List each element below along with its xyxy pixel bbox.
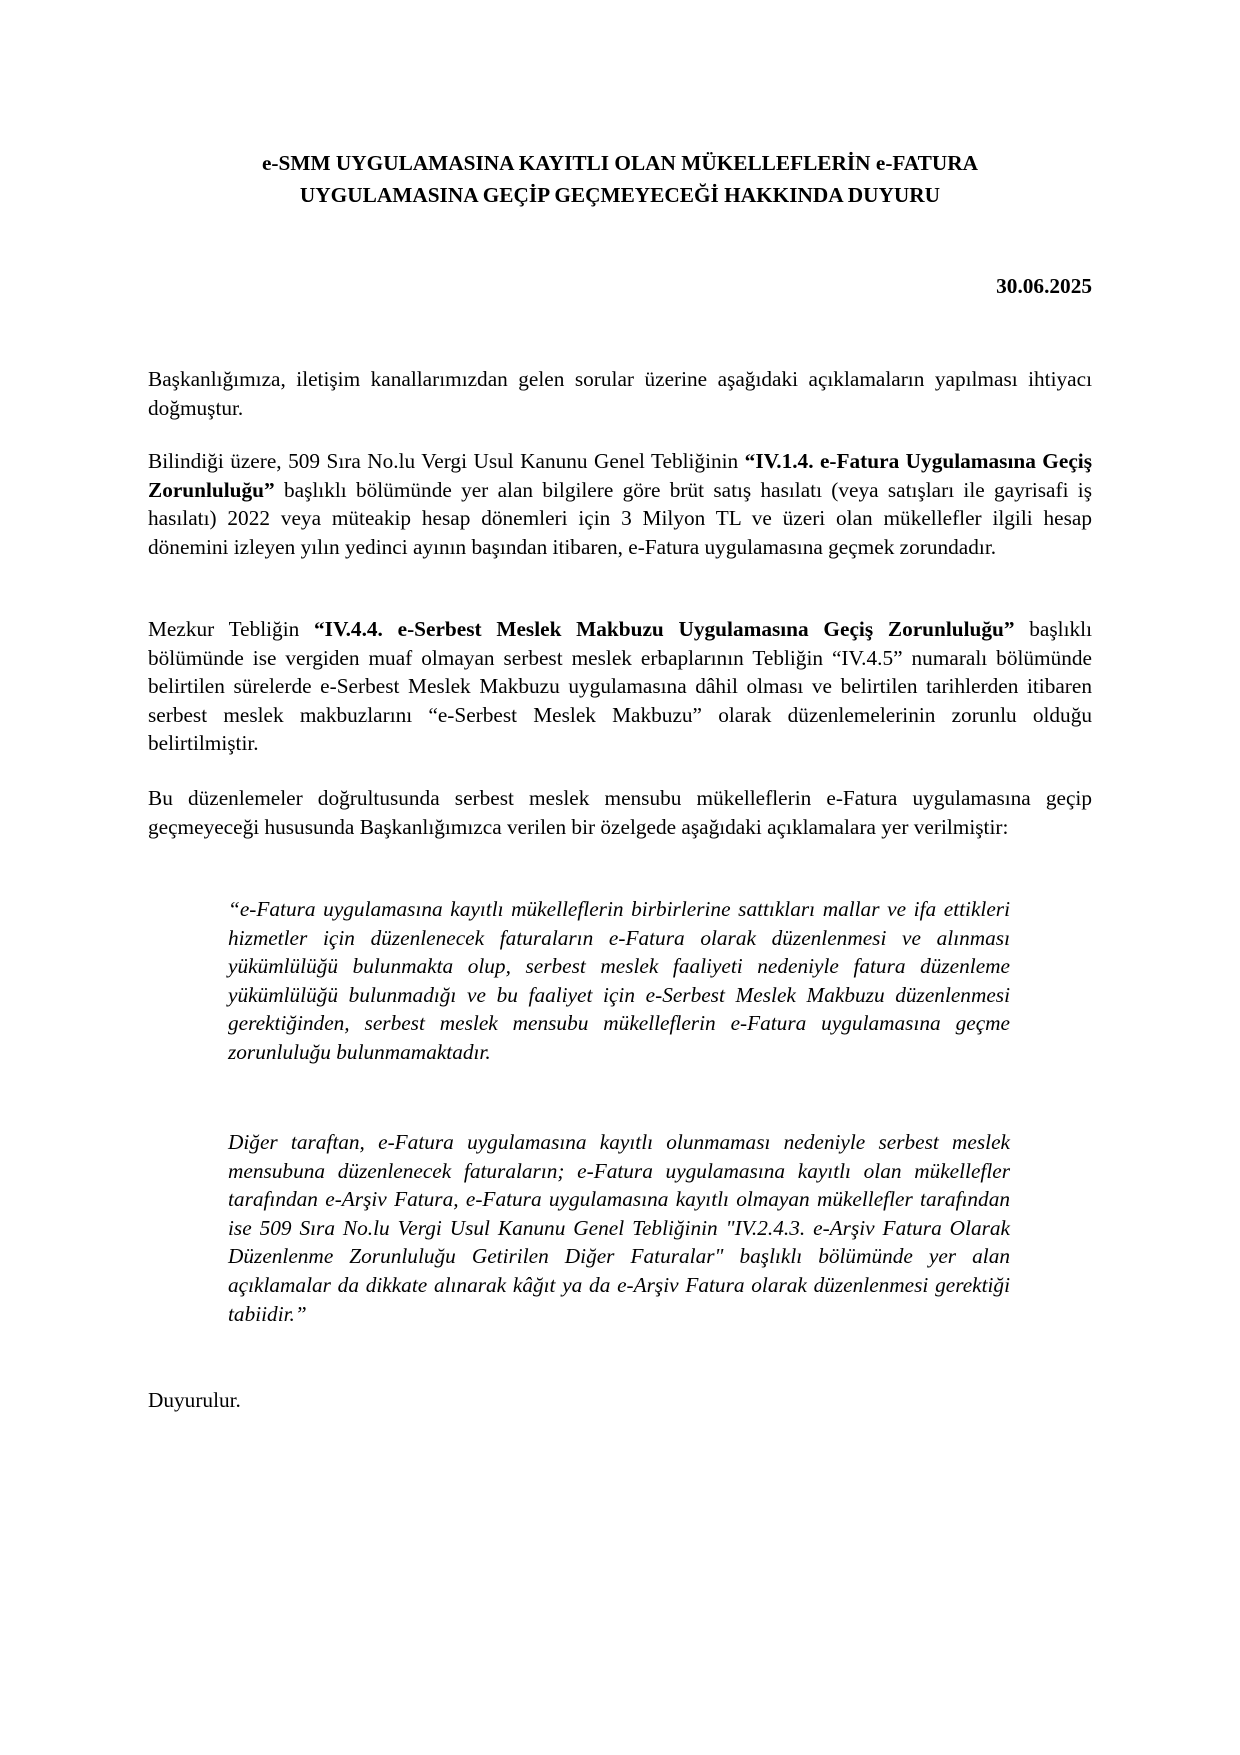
paragraph-text: Mezkur Tebliğin bbox=[148, 617, 315, 641]
paragraph-text: Bilindiği üzere, 509 Sıra No.lu Vergi Usul Kanunu Genel Tebliğinin bbox=[148, 449, 745, 473]
title-line-1: e-SMM UYGULAMASINA KAYITLI OLAN MÜKELLEFLERİN e-FATURA bbox=[261, 151, 979, 175]
section-reference: “IV.4.4. e-Serbest Meslek Makbuzu Uygulamasına Geçiş Zorunluluğu” bbox=[314, 617, 1015, 641]
closing-text: Duyurulur. bbox=[148, 1388, 241, 1412]
paragraph-ruling-intro: Bu düzenlemeler doğrultusunda serbest meslek mensubu mükelleflerin e-Fatura uygulamasına geçip geçmeyeceği hususunda Başkanlığımızca verilen bir özelgede aşağıdaki açıklamalara yer verilmiştir: bbox=[148, 786, 1092, 839]
paragraph-text: başlıklı bölümünde yer alan bilgilere göre brüt satış hasılatı (veya satışları ile gayrisafi iş hasılatı) 2022 veya müteakip hesap dönemleri için 3 Milyon TL ve üzeri olan mükellefler ilgili hesap dönemini izleyen yılın yedinci ayının başından itibaren, e-Fatura uygulamasına geçmek zorundadır. bbox=[148, 477, 1092, 559]
document-date: 30.06.2025 bbox=[996, 274, 1092, 298]
quote-paragraph-1: “e-Fatura uygulamasına kayıtlı mükelleflerin birbirlerine sattıkları mallar ve ifa ettikleri hizmetler için düzenlenecek faturaların e-Fatura olarak düzenlenmesi ve alınması yükümlülüğü bulunmakta olup, serbest meslek faaliyeti nedeniyle fatura düzenleme yükümlülüğü bulunmadığı ve bu faaliyet için e-Serbest Meslek Makbuzu düzenlenmesi gerektiğinden, serbest meslek mensubu mükelleflerin e-Fatura uygulamasına geçme zorunluluğu bulunmamaktadır. bbox=[228, 897, 1010, 1064]
document-title bbox=[148, 147, 1092, 211]
paragraph-text: başlıklı bölümünde ise vergiden muaf olmayan serbest meslek erbaplarının Tebliğin “IV.4.5” numaralı bölümünde belirtilen sürelerde e-Serbest Meslek Makbuzu uygulamasına dâhil olması ve belirtilen tarihlerden itibaren serbest meslek makbuzlarını “e-Serbest Meslek Makbuzu” olarak düzenlemelerinin zorunlu olduğu belirtilmiştir. bbox=[148, 617, 1092, 756]
paragraph-intro: Başkanlığımıza, iletişim kanallarımızdan gelen sorular üzerine aşağıdaki açıklamaların yapılması ihtiyacı doğmuştur. bbox=[148, 367, 1092, 420]
title-line-2: UYGULAMASINA GEÇİP GEÇMEYECEĞİ HAKKINDA DUYURU bbox=[299, 183, 941, 207]
quote-paragraph-2: Diğer taraftan, e-Fatura uygulamasına kayıtlı olunmaması nedeniyle serbest meslek mensubuna düzenlenecek faturaların; e-Fatura uygulamasına kayıtlı olan mükellefler tarafından e-Arşiv Fatura, e-Fatura uygulamasına kayıtlı olmayan mükellefler tarafından ise 509 Sıra No.lu Vergi Usul Kanunu Genel Tebliğinin "IV.2.4.3. e-Arşiv Fatura Olarak Düzenlenme Zorunluluğu Getirilen Diğer Faturalar" başlıklı bölümünde yer alan açıklamalar da dikkate alınarak kâğıt ya da e-Arşiv Fatura olarak düzenlenmesi gerektiği tabiidir.” bbox=[228, 1130, 1010, 1326]
paragraph-efatura-obligation bbox=[148, 447, 1092, 561]
section-reference: “IV.1.4. e-Fatura Uygulamasına Geçiş Zorunluluğu” bbox=[148, 449, 1092, 502]
paragraph-esmm-obligation bbox=[148, 615, 1092, 758]
